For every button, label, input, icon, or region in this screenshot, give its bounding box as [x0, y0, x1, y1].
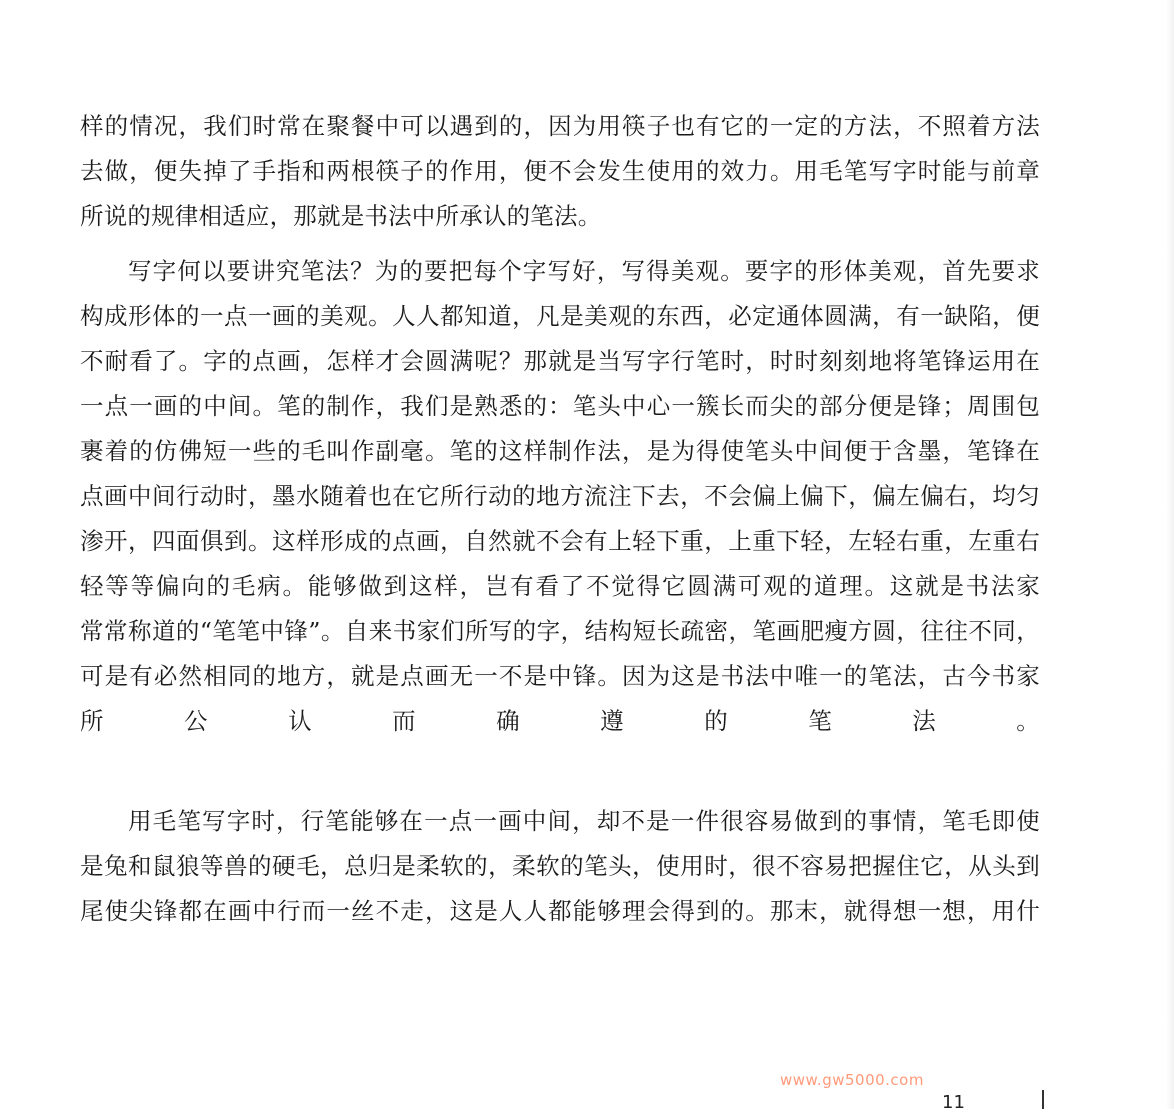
text-line: 可是有必然相同的地方，就是点画无一不是中锋。因为这是书法中唯一的笔法，古今书家: [80, 662, 1040, 690]
text-line: 样的情况，我们时常在聚餐中可以遇到的，因为用筷子也有它的一定的方法，不照着方法: [80, 112, 1040, 140]
text-line: 是兔和鼠狼等兽的硬毛，总归是柔软的，柔软的笔头，使用时，很不容易把握住它，从头到: [80, 852, 1040, 880]
text-line: 点画中间行动时，墨水随着也在它所行动的地方流注下去，不会偏上偏下，偏左偏右，均匀: [80, 482, 1040, 510]
text-line: 所说的规律相适应，那就是书法中所承认的笔法。: [80, 202, 602, 230]
text-line: 不耐看了。字的点画，怎样才会圆满呢？那就是当写字行笔时，时时刻刻地将笔锋运用在: [80, 347, 1040, 375]
text-line: 用毛笔写字时，行笔能够在一点一画中间，却不是一件很容易做到的事情，笔毛即使: [128, 807, 1040, 835]
text-line: 一点一画的中间。笔的制作，我们是熟悉的：笔头中心一簇长而尖的部分便是锋；周围包: [80, 392, 1040, 420]
page-divider: [1042, 1090, 1044, 1109]
text-line: 裹着的仿佛短一些的毛叫作副毫。笔的这样制作法，是为得使笔头中间便于含墨，笔锋在: [80, 437, 1040, 465]
body-text: [80, 104, 1040, 934]
text-line: 去做，便失掉了手指和两根筷子的作用，便不会发生使用的效力。用毛笔写字时能与前章: [80, 157, 1040, 185]
text-line: 构成形体的一点一画的美观。人人都知道，凡是美观的东西，必定通体圆满，有一缺陷，便: [80, 302, 1040, 330]
text-line: 渗开，四面俱到。这样形成的点画，自然就不会有上轻下重，上重下轻，左轻右重，左重右: [80, 527, 1040, 555]
scan-edge: [1166, 0, 1174, 1109]
paragraph-gap: [80, 239, 1040, 249]
text-line: 写字何以要讲究笔法？为的要把每个字写好，写得美观。要字的形体美观，首先要求: [128, 257, 1040, 285]
text-line: 常常称道的“笔笔中锋”。自来书家们所写的字，结构短长疏密，笔画肥瘦方圆，往往不同，: [80, 617, 1040, 645]
watermark-url: www.gw5000.com: [780, 1071, 924, 1089]
text-line: [80, 744, 1040, 789]
text-line: 所公认而确遵的笔法。: [80, 707, 1040, 735]
paragraph-gap: [80, 789, 1040, 799]
text-line: 尾使尖锋都在画中行而一丝不走，这是人人都能够理会得到的。那末，就得想一想，用什: [80, 897, 1040, 925]
text-line: 轻等等偏向的毛病。能够做到这样，岂有看了不觉得它圆满可观的道理。这就是书法家: [80, 572, 1040, 600]
page-number: 11: [942, 1092, 965, 1113]
